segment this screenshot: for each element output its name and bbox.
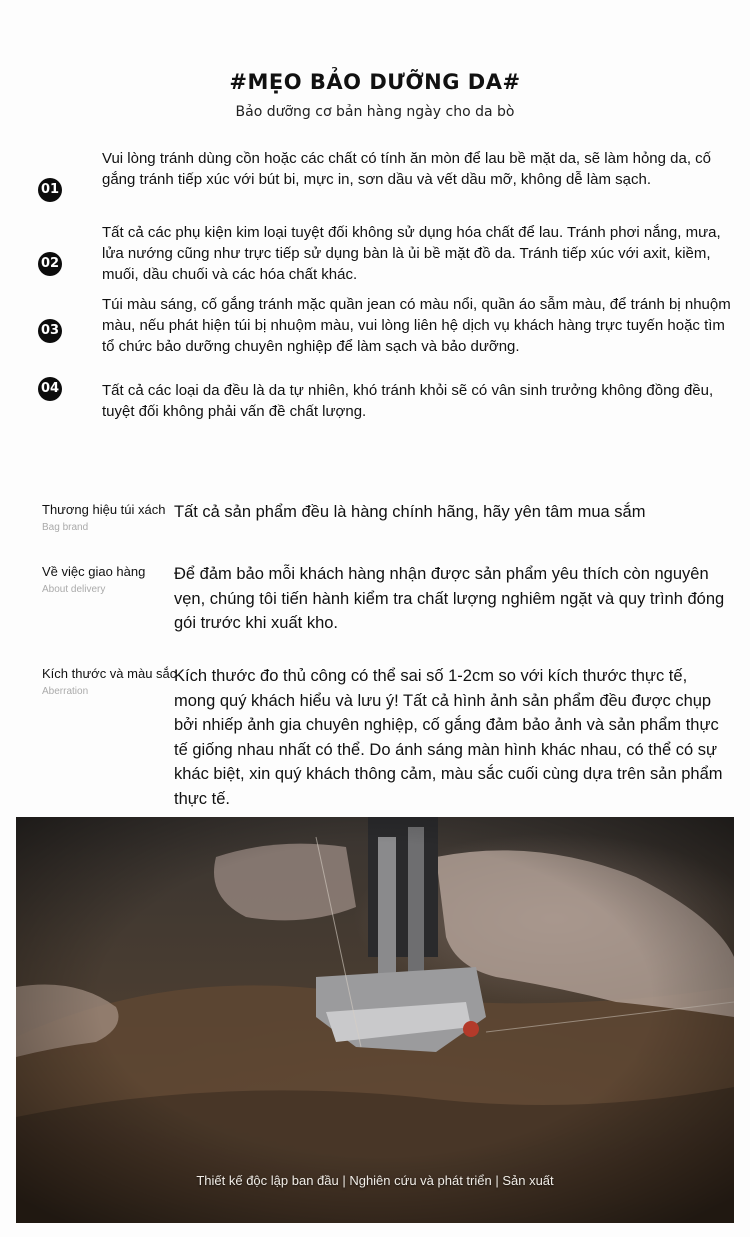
tip-text: Tất cả các loại da đều là da tự nhiên, khó tránh khỏi sẽ có vân sinh trưởng không đồng đều, tuyệt đối không phải vấn đề chất lượng. [102,382,714,420]
tip-number-badge: 03 [38,319,62,343]
info-sublabel: Aberration [42,686,89,697]
photo-caption: Thiết kế độc lập ban đầu | Nghiên cứu và phát triển | Sản xuất [196,1173,554,1188]
info-sublabel: Bag brand [42,522,89,533]
info-sublabel: About delivery [42,584,106,595]
sewing-machine-illustration [16,817,734,1223]
tip-text: Tất cả các phụ kiện kim loại tuyệt đối không sử dụng hóa chất để lau. Tránh phơi nắng, mưa, lửa nướng cũng như trực tiếp sử dụng bàn là ủi bề mặt đồ da. Tránh tiếp xúc với axit, kiềm, muối, dầu chuối và các hóa chất khác. [102,224,721,283]
info-text: Tất cả sản phẩm đều là hàng chính hãng, hãy yên tâm mua sắm [174,503,646,521]
info-label: Kích thước và màu sắc [42,666,177,681]
info-text: Kích thước đo thủ công có thể sai số 1-2cm so với kích thước thực tế, mong quý khách hiểu và lưu ý! Tất cả hình ảnh sản phẩm đều được chụp bởi nhiếp ảnh gia chuyên nghiệp, cố gắng đảm bảo ảnh và sản phẩm thực tế giống nhau nhất có thể. Do ánh sáng màn hình khác nhau, có thể có sự khác biệt, xin quý khách thông cảm, màu sắc cuối cùng dựa trên sản phẩm thực tế. [174,667,723,808]
sewing-photo [16,817,734,1223]
tip-text: Vui lòng tránh dùng cồn hoặc các chất có tính ăn mòn để lau bề mặt da, sẽ làm hỏng da, cố gắng tránh tiếp xúc với bút bi, mực in, sơn dầu và vết dầu mỡ, không dễ làm sạch. [102,150,712,188]
tip-number-badge: 01 [38,178,62,202]
tip-number-badge: 04 [38,377,62,401]
page-title: #MẸO BẢO DƯỠNG DA# [229,70,521,94]
tip-text: Túi màu sáng, cố gắng tránh mặc quần jean có màu nổi, quần áo sẫm màu, để tránh bị nhuộm màu, nếu phát hiện túi bị nhuộm màu, vui lòng liên hệ dịch vụ khách hàng trực tuyến hoặc tìm tổ chức bảo dưỡng chuyên nghiệp để làm sạch và bảo dưỡng. [102,296,731,355]
info-text: Để đảm bảo mỗi khách hàng nhận được sản phẩm yêu thích còn nguyên vẹn, chúng tôi tiến hành kiểm tra chất lượng nghiêm ngặt và quy trình đóng gói trước khi xuất kho. [174,565,725,632]
info-label: Về việc giao hàng [42,564,146,579]
info-label: Thương hiệu túi xách [42,502,166,517]
tip-number-badge: 02 [38,252,62,276]
page-subtitle: Bảo dưỡng cơ bản hàng ngày cho da bò [235,104,515,120]
